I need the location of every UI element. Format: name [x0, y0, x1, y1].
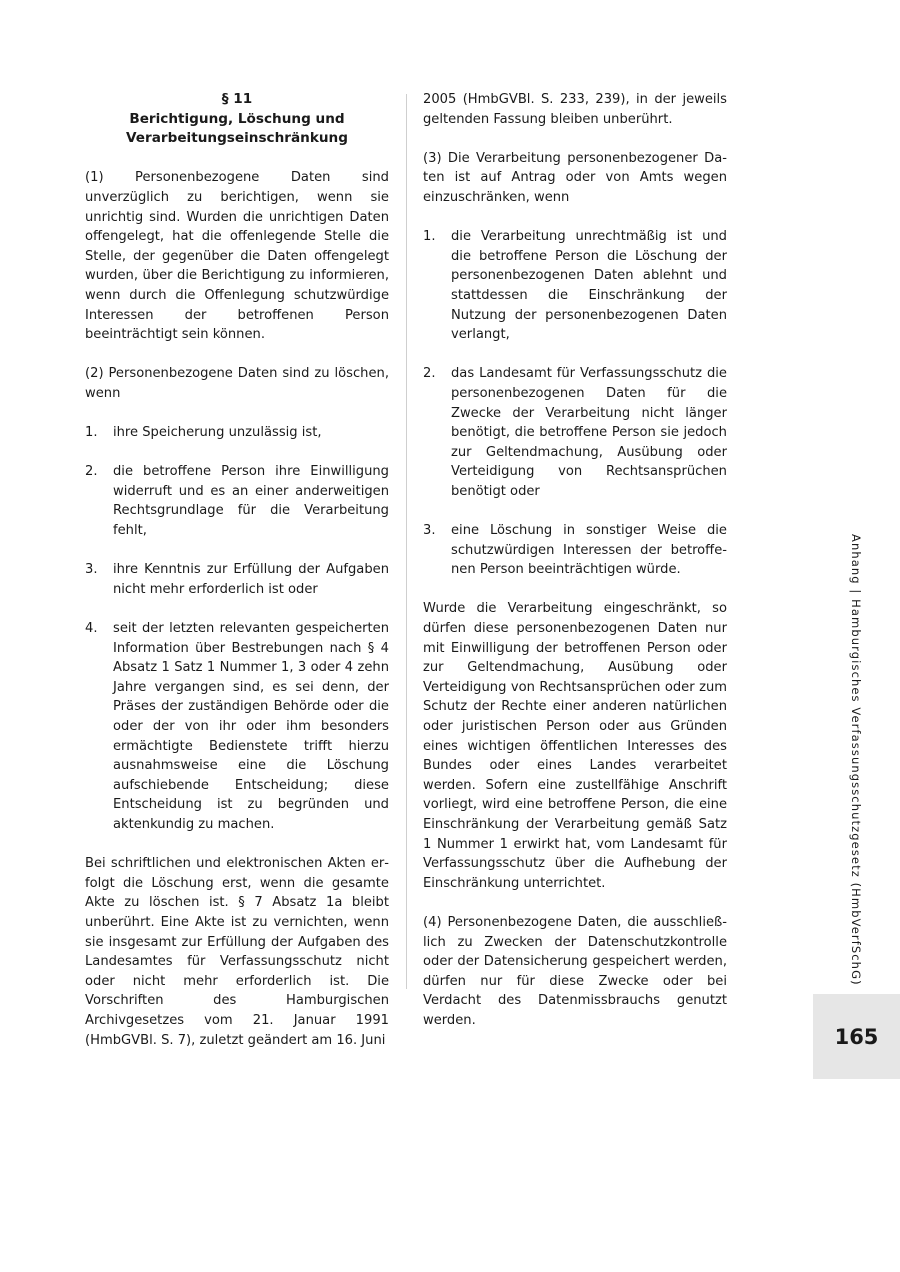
list-item	[423, 227, 727, 345]
list-item	[85, 423, 389, 443]
page-number-box	[813, 994, 900, 1079]
list-number: 3.	[85, 562, 98, 578]
paragraph-4: (4) Personenbezogene Daten, die ausschließlich zu Zwecken der Datenschutzkontrolle oder der Datensicherung gespeichert werden, dürfen nur für diese Zwecke oder bei Verdacht des Datenmissbrauchs genutzt werden.	[423, 914, 727, 1028]
list-item	[85, 462, 389, 540]
list-text: das Landesamt für Verfassungsschutz die personenbezogenen Daten für die Zwecke der Verarbeitung nicht länger benötigt, die betroffene Person sie jedoch zur Geltendmachung, Ausübung oder Verteidigung von Rechtsansprüchen benötigt oder	[451, 366, 727, 499]
list-number: 2.	[85, 464, 98, 480]
list-item	[423, 521, 727, 580]
paragraph-continued: 2005 (HmbGVBl. S. 233, 239), in der jeweils geltenden Fassung bleiben unberührt.	[423, 92, 727, 127]
list-item	[85, 619, 389, 835]
section-number: § 11	[221, 91, 253, 107]
list-item	[423, 364, 727, 501]
paragraph-restriction: Wurde die Verarbeitung eingeschränkt, so dürfen diese personenbezogenen Daten nur mit Einwilligung der betroffenen Person oder zur Geltendmachung, Ausübung oder Verteidigung von Rechtsansprüchen oder zum Schutz der Rechte einer anderen natürlichen oder juristischen Person oder aus Gründen eines wichtigen öffentlichen Interesses des Bundes oder eines Landes verarbeitet werden. Sofern eine zustellfähige Anschrift vorliegt, wird eine betroffene Person, die eine Einschränkung der Verarbeitung gemäß Satz 1 Nummer 1 erwirkt hat, vom Landesamt für Verfassungsschutz über die Aufhebung der Einschränkung unterrichtet.	[423, 601, 727, 891]
paragraph-1: (1) Personenbezogene Daten sind unverzüglich zu berichtigen, wenn sie unrichtig sind. Wurden die unrichtigen Daten offengelegt, hat die offenlegende Stelle die Stelle, der gegenüber die Daten offengelegt wurden, über die Berichtigung zu informieren, wenn durch die Offenlegung schutzwürdige Interessen der betroffenen Person beeinträchtigt sein können.	[85, 170, 389, 343]
list-text: eine Löschung in sonstiger Weise die schutzwürdigen Interessen der betroffenen Person beeinträchtigen würde.	[451, 523, 727, 578]
page-number: 165	[834, 1024, 879, 1049]
paragraph-2: (2) Personenbezogene Daten sind zu löschen, wenn	[85, 366, 389, 401]
list-text: die betroffene Person ihre Einwilligung widerruft und es an einer anderweitigen Rechtsgrundlage für die Verarbeitung fehlt,	[113, 464, 389, 539]
list-number: 2.	[423, 366, 436, 382]
right-column	[423, 90, 727, 1050]
list-number: 4.	[85, 621, 98, 637]
list-text: seit der letzten relevanten gespeicherten Information über Bestrebungen nach § 4 Absatz 1 Satz 1 Nummer 1, 3 oder 4 zehn Jahre vergangen sind, es sei denn, der Präses der zuständigen Behörde oder die oder der von ihr oder ihm besonders ermächtigte Bedienstete trifft hierzu ausnahmsweise eine die Löschung aufschiebende Entscheidung; diese Entscheidung ist zu begründen und aktenkundig zu machen.	[113, 621, 389, 832]
list-number: 3.	[423, 523, 436, 539]
list-text: ihre Speicherung unzulässig ist,	[113, 425, 322, 441]
section-title-line-2: Verarbeitungseinschränkung	[126, 130, 348, 147]
chapter-label-text: Anhang | Hamburgisches Verfassungsschutzgesetz (HmbVerfSchG)	[849, 534, 863, 986]
paragraph-3-intro: (3) Die Verarbeitung personenbezogener Daten ist auf Antrag oder von Amts wegen einzuschränken, wenn	[423, 150, 727, 205]
left-column	[85, 90, 389, 1070]
list-number: 1.	[423, 229, 436, 245]
section-title-line-1: Berichtigung, Löschung und	[129, 110, 345, 127]
list-number: 1.	[85, 425, 98, 441]
section-heading	[85, 90, 389, 149]
column-divider	[406, 94, 407, 989]
list-item	[85, 560, 389, 599]
paragraph-3: Bei schriftlichen und elektronischen Akten erfolgt die Löschung erst, wenn die gesamte Akte zu löschen ist. § 7 Absatz 1a bleibt unberührt. Eine Akte ist zu vernichten, wenn sie insgesamt zur Erfüllung der Aufgaben des Landesamtes für Verfassungsschutz nicht oder nicht mehr erforderlich ist. Die Vorschriften des Hamburgischen Archivgesetzes vom 21. Januar 1991 (HmbGVBl. S. 7), zuletzt geändert am 16. Juni	[85, 856, 389, 1048]
list-text: die Verarbeitung unrechtmäßig ist und die betroffene Person die Löschung der personenbezogenen Daten ablehnt und stattdessen die Einschränkung der Nutzung der personenbezogenen Daten verlangt,	[451, 229, 727, 343]
list-text: ihre Kenntnis zur Erfüllung der Aufgaben nicht mehr erforderlich ist oder	[113, 562, 389, 597]
chapter-side-label	[846, 534, 866, 986]
